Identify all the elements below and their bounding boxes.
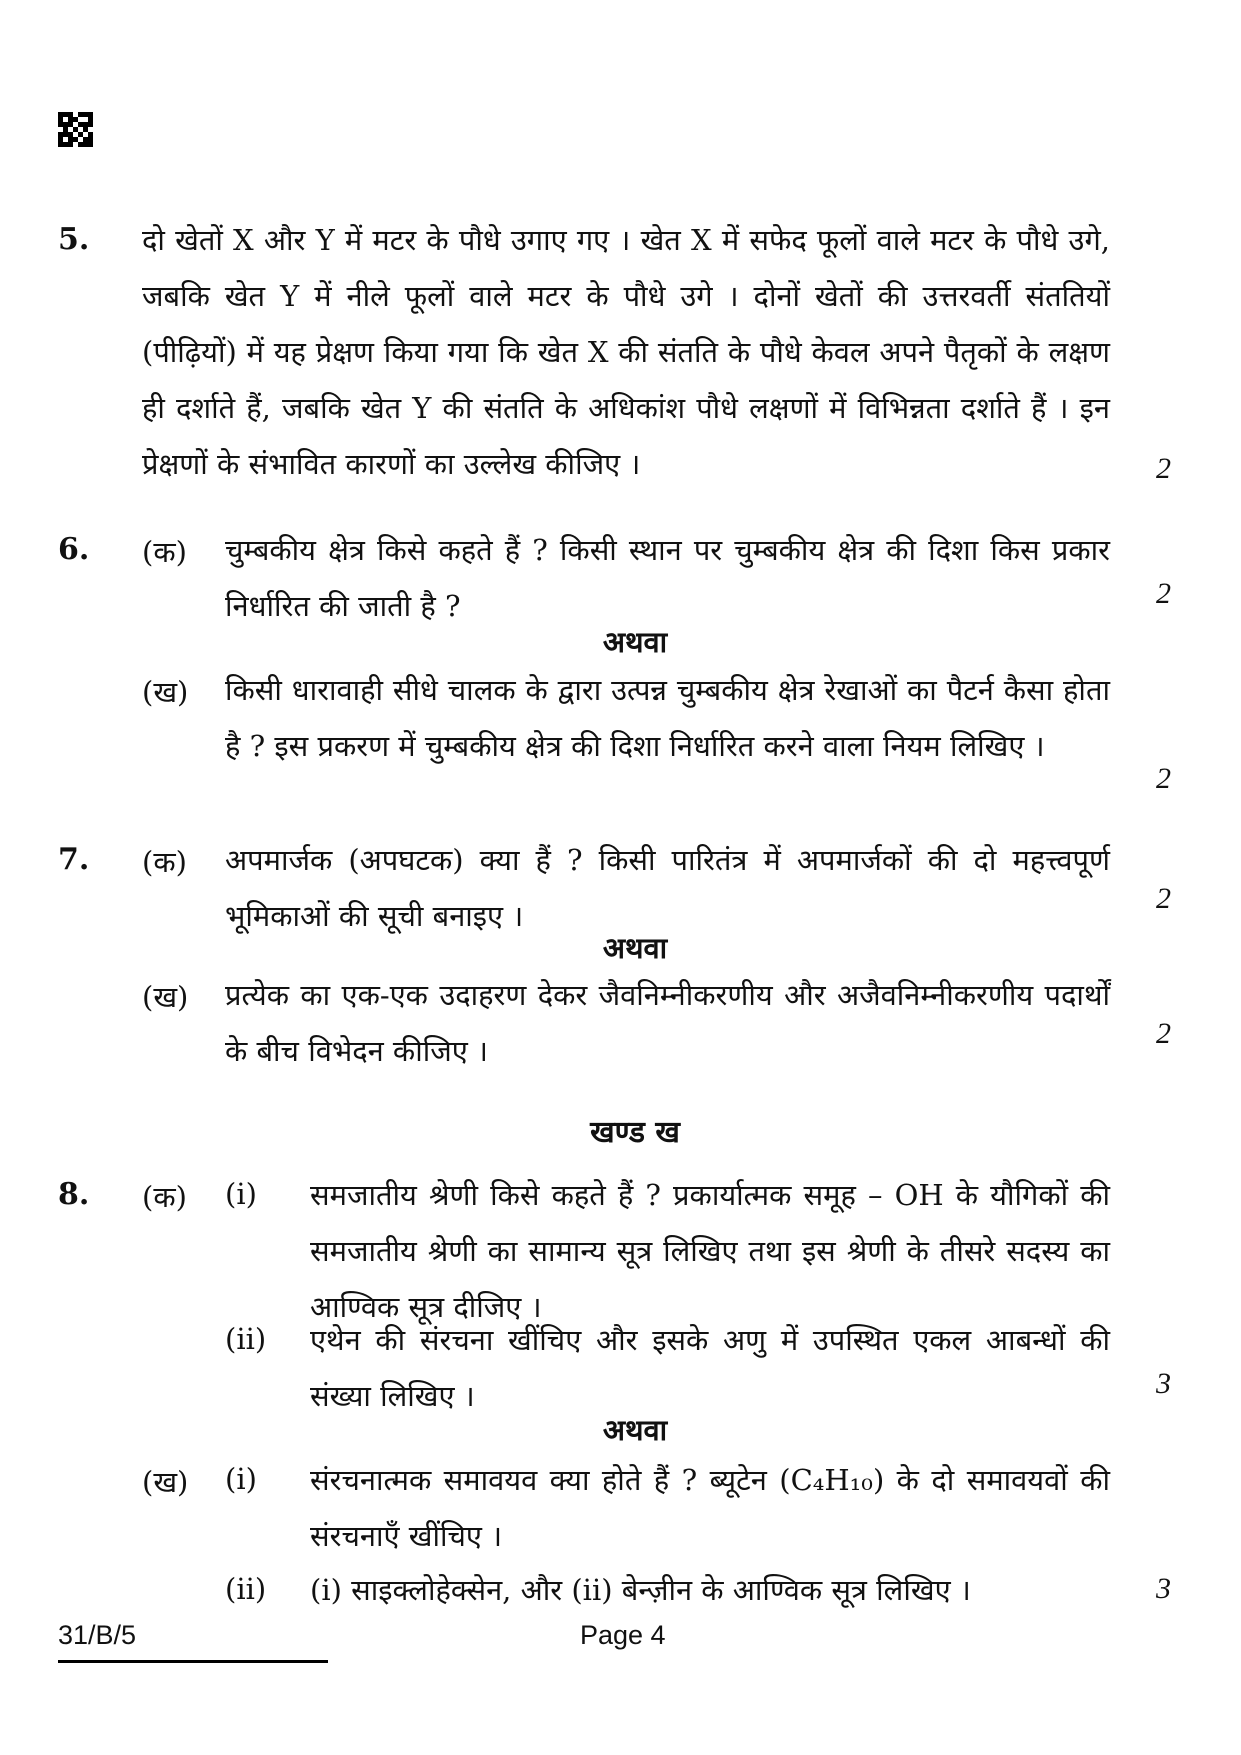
- section-title: खण्ड ख: [590, 1115, 680, 1150]
- question-number-5: 5.: [58, 222, 90, 257]
- q8-part-a-label: (क): [142, 1180, 187, 1214]
- or-divider-q7: अथवा: [602, 931, 668, 965]
- question-number-7: 7.: [58, 842, 90, 877]
- q8-b-ii-text: (i) साइक्लोहेक्सेन, और (ii) बेन्ज़ीन के आण्विक सूत्र लिखिए ।: [310, 1573, 971, 1607]
- q8-a-ii-label: (ii): [225, 1322, 267, 1356]
- page-number: Page 4: [580, 1620, 666, 1650]
- q8-part-b-label: (ख): [142, 1465, 189, 1499]
- q7-part-b-text: प्रत्येक का एक-एक उदाहरण देकर जैवनिम्नीकरणीय और अजैवनिम्नीकरणीय पदार्थों के बीच विभेदन कीजिए ।: [225, 978, 1110, 1068]
- q8-b-i-text: [310, 1452, 1110, 1564]
- footer-divider: [58, 1660, 328, 1663]
- q8-b-i-text-part1: संरचनात्मक समावयव क्या होते हैं ? ब्यूटेन (: [310, 1463, 791, 1497]
- q7-part-b-label: (ख): [142, 980, 189, 1014]
- or-divider-q6: अथवा: [602, 625, 668, 659]
- or-divider-q8: अथवा: [602, 1413, 668, 1447]
- q8-a-ii-text: एथेन की संरचना खींचिए और इसके अणु में उपस्थित एकल आबन्धों की संख्या लिखिए ।: [310, 1323, 1110, 1413]
- qr-code-icon: [58, 112, 93, 147]
- q8-part-a-marks: 3: [1156, 1367, 1171, 1400]
- question-5-marks: 2: [1156, 452, 1171, 485]
- q6-part-a-label: (क): [142, 535, 187, 569]
- q6-part-a-text: चुम्बकीय क्षेत्र किसे कहते हैं ? किसी स्थान पर चुम्बकीय क्षेत्र की दिशा किस प्रकार निर्धारित की जाती है ?: [225, 533, 1110, 623]
- q8-b-ii-label: (ii): [225, 1572, 267, 1606]
- question-5-text: दो खेतों X और Y में मटर के पौधे उगाए गए । खेत X में सफेद फूलों वाले मटर के पौधे उगे, जबकि खेत Y में नीले फूलों वाले मटर के पौधे उगे । दोनों खेतों की उत्तरवर्ती संततियों (पीढ़ियों) में यह प्रेक्षण किया गया कि खेत X की संतति के पौधे केवल अपने पैतृकों के लक्षण ही दर्शाते हैं, जबकि खेत Y की संतति के अधिकांश पौधे लक्षणों में विभिन्नता दर्शाते हैं । इन प्रेक्षणों के संभावित कारणों का उल्लेख कीजिए ।: [142, 223, 1110, 481]
- q8-b-i-label: (i): [225, 1462, 257, 1496]
- q6-part-b-label: (ख): [142, 675, 189, 709]
- q7-part-a-label: (क): [142, 845, 187, 879]
- paper-code: 31/B/5: [58, 1620, 137, 1650]
- q6-part-b-marks: 2: [1156, 762, 1171, 795]
- q6-part-b-text: किसी धारावाही सीधे चालक के द्वारा उत्पन्न चुम्बकीय क्षेत्र रेखाओं का पैटर्न कैसा होता है ? इस प्रकरण में चुम्बकीय क्षेत्र की दिशा निर्धारित करने वाला नियम लिखिए ।: [225, 673, 1110, 763]
- butane-formula: C₄H₁₀: [790, 1463, 873, 1497]
- q6-part-a-marks: 2: [1156, 577, 1171, 610]
- q7-part-a-text: अपमार्जक (अपघटक) क्या हैं ? किसी पारितंत्र में अपमार्जकों की दो महत्त्वपूर्ण भूमिकाओं की सूची बनाइए ।: [225, 843, 1110, 933]
- q8-a-i-label: (i): [225, 1177, 257, 1211]
- question-number-6: 6.: [58, 532, 90, 567]
- question-number-8: 8.: [58, 1177, 90, 1212]
- q8-b-i-text-part2: ) के दो समावयवों की संरचनाएँ खींचिए ।: [310, 1463, 1110, 1553]
- q8-part-b-marks: 3: [1156, 1572, 1171, 1605]
- q7-part-b-marks: 2: [1156, 1017, 1171, 1050]
- q8-a-i-text: समजातीय श्रेणी किसे कहते हैं ? प्रकार्यात्मक समूह – OH के यौगिकों की समजातीय श्रेणी का सामान्य सूत्र लिखिए तथा इस श्रेणी के तीसरे सदस्य का आण्विक सूत्र दीजिए ।: [310, 1178, 1110, 1324]
- q7-part-a-marks: 2: [1156, 882, 1171, 915]
